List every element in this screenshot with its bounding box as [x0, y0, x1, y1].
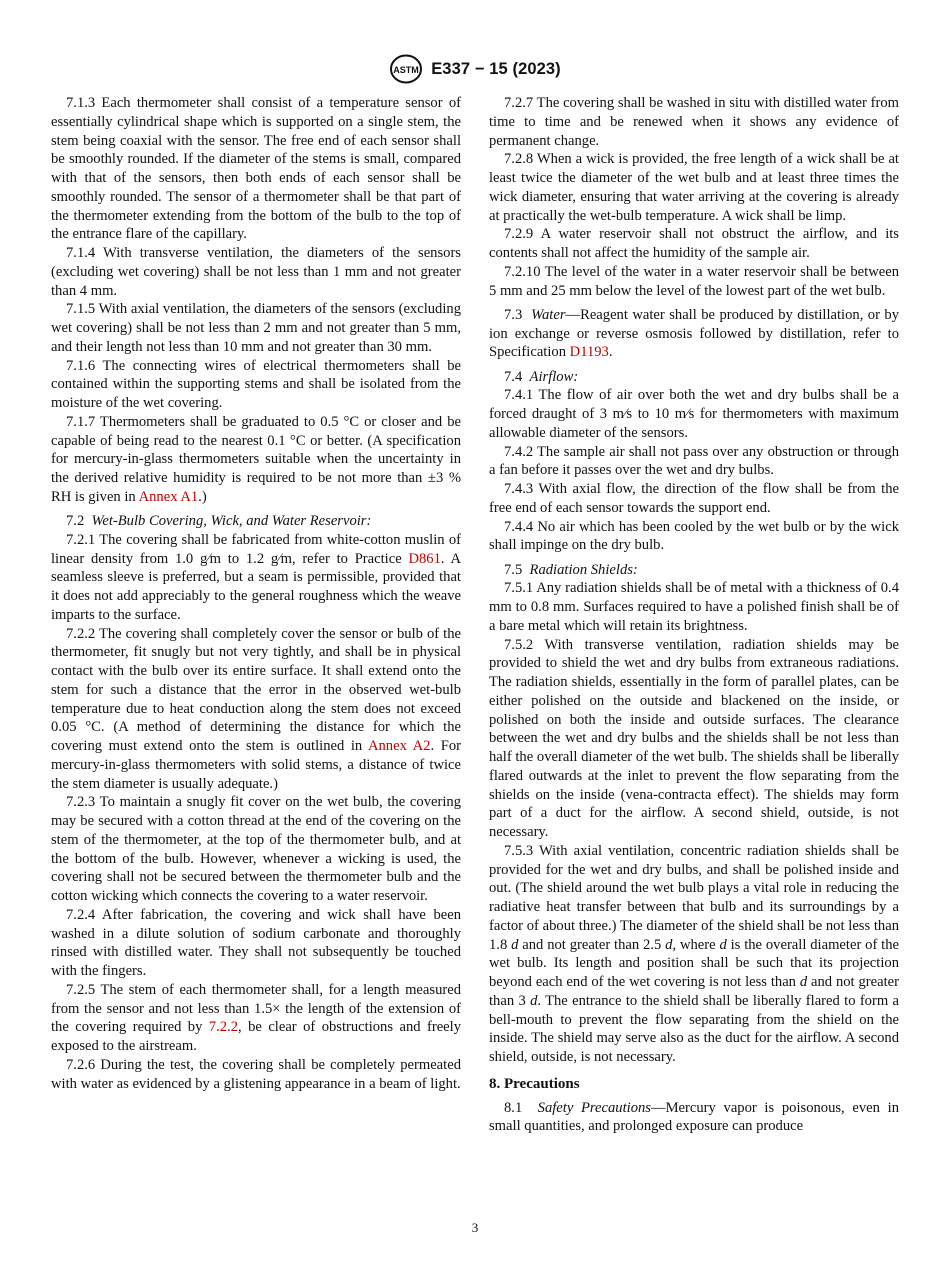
- section-8-heading: [489, 1075, 899, 1094]
- paragraph-7-2-4: 7.2.4 After fabrication, the covering and wick shall have been washed in a dilute solution of sodium carbonate and thoroughly rinsed with distilled water. They shall not subsequently be touched with the fingers.: [51, 906, 461, 979]
- paragraph-7-2-3: 7.2.3 To maintain a snugly fit cover on the wet bulb, the covering may be secured with a cotton thread at the end of the covering on the stem of the thermometer, at the top of the thermometer bulb, and at the bottom of the bulb. However, whenever a wicking is used, the covering shall not be secured between the thermometer bulb and the cotton wicking which connects the covering to a water reservoir.: [51, 794, 461, 904]
- paragraph-7-2-1: [51, 531, 461, 625]
- heading-7-5: [489, 561, 899, 580]
- annex-a1-link[interactable]: Annex A1: [138, 488, 199, 505]
- text-run: —Reagent water shall be produced by distillation, or by ion exchange or reverse osmosis followed by distillation, refer to Specification: [489, 306, 900, 361]
- paragraph-7-5-3: [489, 842, 899, 1067]
- section-title: Radiation Shields:: [529, 561, 638, 578]
- paragraph-7-1-7: [51, 413, 461, 507]
- logo-label: ASTM: [393, 65, 419, 75]
- d861-link[interactable]: D861: [408, 550, 441, 567]
- heading-7-4: [489, 368, 899, 387]
- paragraph-7-4-2: 7.4.2 The sample air shall not pass over any obstruction or through a fan before it passes over the wet and dry bulbs.: [489, 443, 899, 479]
- page-number: 3: [471, 1220, 479, 1235]
- variable-d: d: [799, 974, 808, 990]
- section-number: 7.3: [504, 306, 523, 323]
- paragraph-7-5-1: 7.5.1 Any radiation shields shall be of metal with a thickness of 0.4 mm to 0.8 mm. Surfaces required to have a polished finish shall be of a bare metal which will retain its brightness.: [489, 580, 899, 634]
- annex-a2-link[interactable]: Annex A2: [367, 738, 431, 754]
- variable-d: d: [530, 992, 538, 1009]
- section-number: 7.5: [504, 561, 523, 578]
- text-run: . A seamless sleeve is preferred, but a seam is permissible, provided that it does not add appreciably to the general roughness which the weave imparts to the surface.: [51, 550, 461, 623]
- text-run: 7.2.1 The covering shall be fabricated from white-cotton muslin of linear density from 1.0 g⁄m to 1.2 g⁄m, refer to Practice: [51, 531, 461, 567]
- heading-7-2: [51, 512, 461, 531]
- text-run: is the overall diameter of the wet bulb. Its length and position shall be such that its projection beyond each end of the wet covering is not less than: [489, 936, 900, 990]
- section-title: Wet-Bulb Covering, Wick, and Water Reservoir:: [91, 513, 372, 529]
- page-header: [0, 52, 950, 86]
- text-run: , be clear of obstructions and freely exposed to the airstream.: [51, 1019, 461, 1054]
- paragraph-7-5-2: 7.5.2 With transverse ventilation, radiation shields may be provided to shield the wet and dry bulbs from extraneous radiations. The radiation shields, essentially in the form of parallel plates, can be either polished on the outside and blackened on the inside, or polished on both the inside and outside surfaces. The clearance between the wet and dry bulbs and the shields shall be not less than half the overall diameter of the wet bulb. The shields shall be liberally flared outwards at the inlet to prevent the flow separating from the shields on the inside (vena-contracta effect). The shields may form part of a duct for the airflow. A second shield, outside, is not necessary.: [489, 636, 899, 840]
- section-number: 8.1: [504, 1099, 523, 1116]
- text-run: 7.2.5 The stem of each thermometer shall, for a length measured from the sensor and not less than 1.5× the length of the extension of the covering required by: [51, 981, 461, 1036]
- paragraph-7-2-6: 7.2.6 During the test, the covering shall be completely permeated with water as evidenced by a glistening appearance in a beam of light.: [51, 1056, 461, 1092]
- section-number: 7.4: [504, 368, 523, 385]
- paragraph-7-4-4: 7.4.4 No air which has been cooled by the wet bulb or by the wick shall impinge on the dry bulb.: [489, 518, 899, 554]
- astm-logo-icon: [389, 54, 423, 84]
- text-run: 7.2.2 The covering shall completely cover the sensor or bulb of the thermometer, fit snugly but not very tightly, and shall be in physical contact with the bulb over its entire surface. It shall extend onto the stem for such a distance that the error in the observed wet-bulb temperature due to heat conduction along the stem does not exceed 0.05 °C. (A method of determining the distance for which the covering must extend onto the stem is outlined in: [51, 625, 461, 754]
- paragraph-7-4-3: 7.4.3 With axial flow, the direction of the flow shall be from the free end of each sensor towards the support end.: [489, 481, 899, 516]
- paragraph-7-2-9: 7.2.9 A water reservoir shall not obstruct the airflow, and its contents shall not affect the humidity of the sample air.: [489, 226, 899, 261]
- paragraph-7-1-5: 7.1.5 With axial ventilation, the diameters of the sensors (excluding wet covering) shall be not less than 2 mm and not greater than 5 mm, and their length not less than 10 mm and not greater than 30 mm.: [51, 301, 461, 355]
- paragraph-8-1: [489, 1099, 899, 1137]
- text-run: 7.1.7 Thermometers shall be graduated to 0.5 °C or closer and be capable of being read to the nearest 0.1 °C or better. (A specification for mercury-in-glass thermometers suitable when the uncertainty in the derived relative humidity is required to be not more than ±3 % RH is given in: [51, 413, 461, 505]
- text-run: .: [608, 344, 613, 361]
- right-column: [489, 94, 899, 1136]
- left-column: [51, 94, 461, 1093]
- paragraph-7-1-4: 7.1.4 With transverse ventilation, the diameters of the sensors (excluding wet covering) shall be not less than 1 mm and not greater than 4 mm.: [51, 245, 461, 299]
- text-run: and not greater than 2.5: [518, 936, 666, 953]
- paragraph-7-3: [489, 306, 899, 362]
- paragraph-7-4-1: 7.4.1 The flow of air over both the wet and dry bulbs shall be a forced draught of 3 m⁄s to 10 m⁄s for thermometers with maximum allowable diameter of the sensors.: [489, 387, 899, 441]
- paragraph-7-2-7: 7.2.7 The covering shall be washed in situ with distilled water from time to time and be renewed when it shows any evidence of permanent change.: [489, 95, 899, 149]
- variable-d: d: [665, 936, 673, 953]
- text-run: . The entrance to the shield shall be liberally flared to form a bell-mouth to prevent the flow separating from the shield on the inside. The shield may serve also as the duct for the airflow. A second shield, outside, is not necessary.: [489, 992, 899, 1065]
- text-run: —Mercury vapor is poisonous, even in small quantities, and prolonged exposure can produce: [489, 1099, 899, 1135]
- section-number: 7.2: [66, 513, 85, 529]
- section-title: Safety Precautions: [537, 1099, 651, 1116]
- section-title: Water: [531, 306, 566, 323]
- paragraph-7-2-2: [51, 625, 461, 794]
- text-run: , where: [672, 936, 720, 953]
- document-designation: E337 − 15 (2023): [431, 59, 561, 78]
- text-run: and not greater than 3: [489, 974, 899, 1009]
- text-run: . For mercury-in-glass thermometers with solid stems, a distance of twice the stem diameter is usually adequate.): [51, 738, 461, 792]
- section-7-2-2-link[interactable]: 7.2.2: [208, 1019, 239, 1036]
- paragraph-7-2-5: [51, 981, 461, 1056]
- paragraph-7-1-3: 7.1.3 Each thermometer shall consist of a temperature sensor of essentially cylindrical shape which is supported on a single stem, the stem being coaxial with the sensor. The free end of each sensor shall be smoothly rounded. If the diameter of the stems is small, compared with that of the sensors, then both ends of each sensor shall be smoothly rounded. The sensor of a thermometer shall be that part of the thermometer extending from the bottom of the bulb to the top of the entrance flare of the capillary.: [51, 95, 461, 243]
- variable-d: d: [511, 936, 519, 953]
- paragraph-7-2-8: 7.2.8 When a wick is provided, the free length of a wick shall be at least twice the diameter of the wet bulb and at least three times the wick diameter, ensuring that water arriving at the covering is already at practically the wet-bulb temperature. A wick shall be limp.: [489, 151, 899, 224]
- d1193-link[interactable]: D1193: [569, 344, 609, 361]
- text-run: 7.5.3 With axial ventilation, concentric radiation shields shall be provided for the wet and dry bulbs, and shall be polished inside and out. (The shield around the wet bulb plays a vital role in reducing the radiative heat transfer between that bulb and its surroundings by a factor of about three.) The diameter of the shield shall be not less than 1.8: [489, 842, 899, 953]
- text-run: .): [198, 488, 207, 505]
- variable-d: d: [719, 936, 727, 953]
- paragraph-7-2-10: 7.2.10 The level of the water in a water reservoir shall be between 5 mm and 25 mm below the level of the lowest part of the wet bulb.: [489, 263, 899, 299]
- paragraph-7-1-6: 7.1.6 The connecting wires of electrical thermometers shall be contained within the supporting stems and shall be isolated from the moisture of the wet covering.: [51, 357, 461, 411]
- section-8-title: 8. Precautions: [489, 1075, 580, 1092]
- section-title: Airflow:: [529, 368, 579, 385]
